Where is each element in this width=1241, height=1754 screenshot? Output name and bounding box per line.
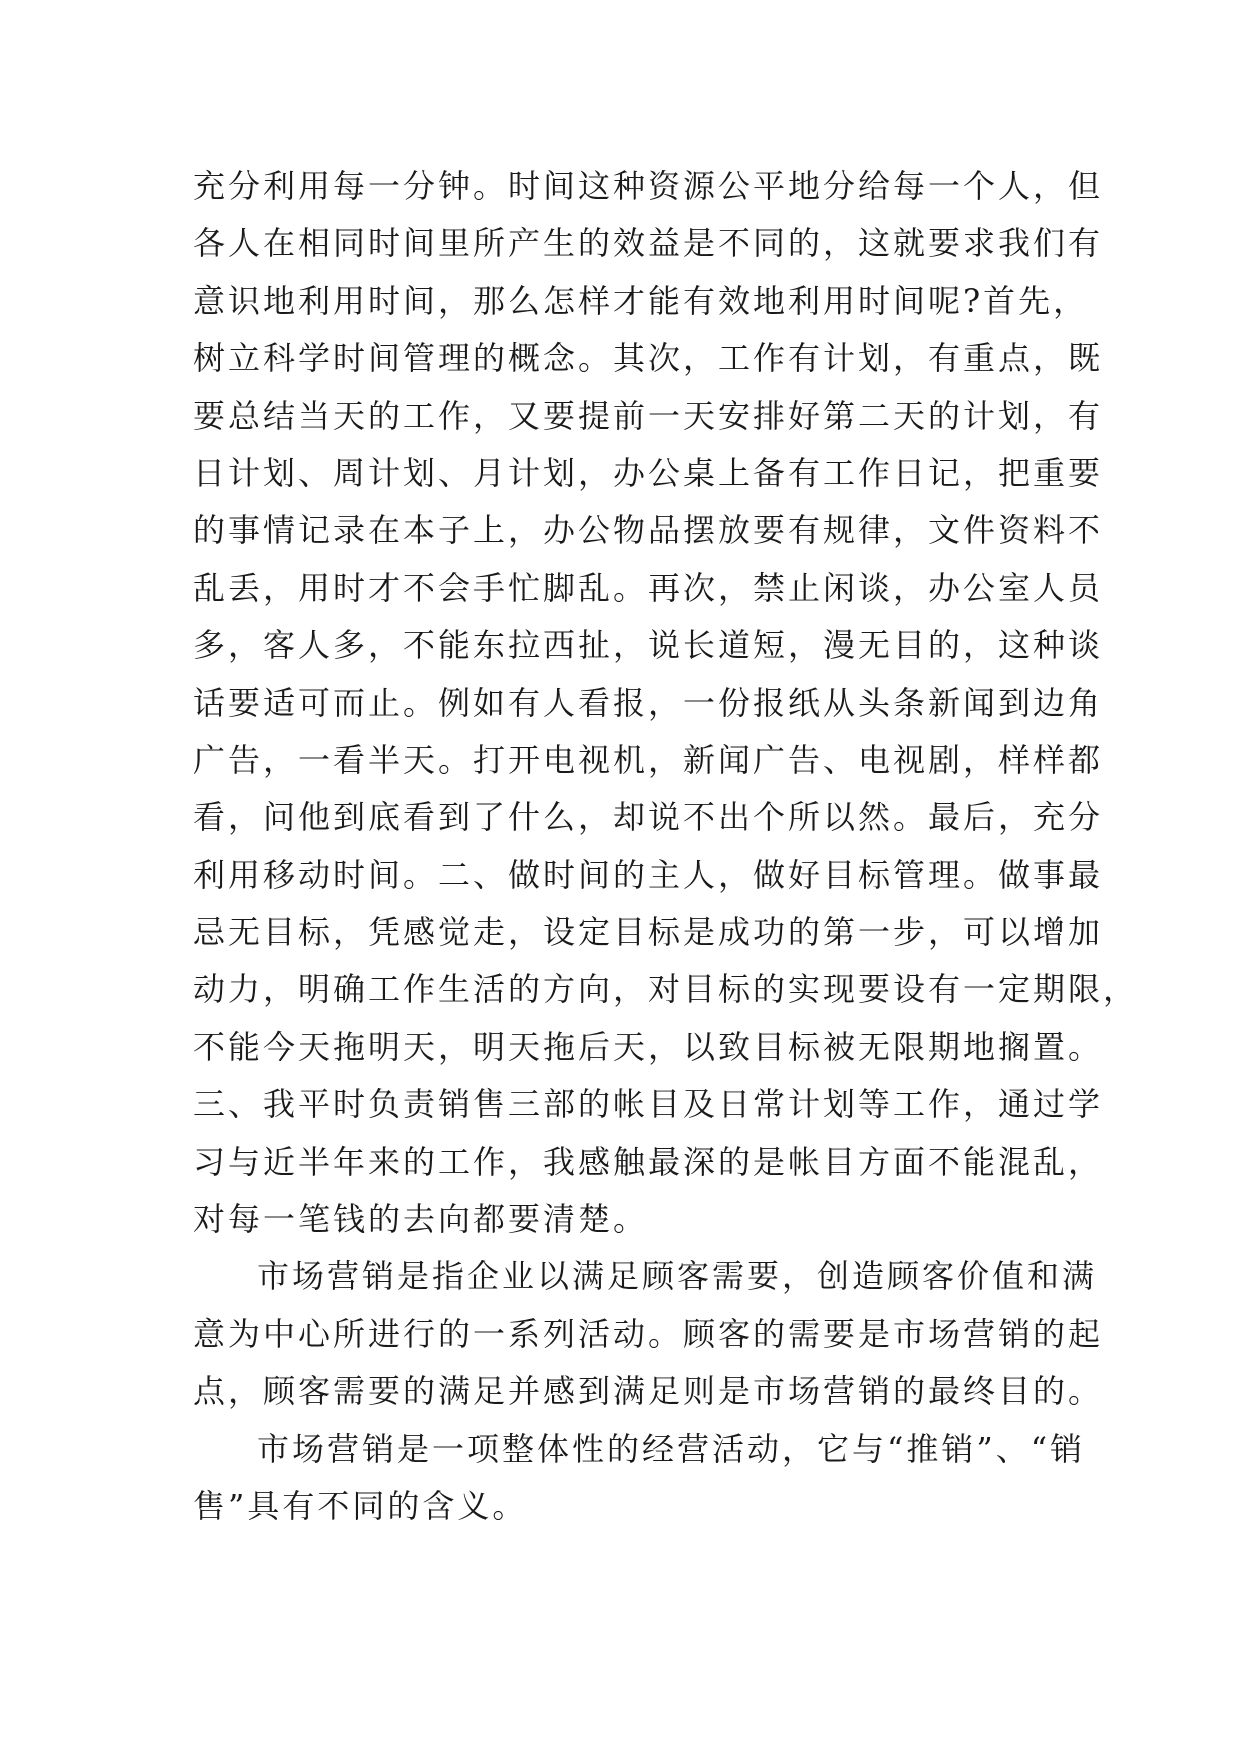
- text-line: 利用移动时间。二、做时间的主人，做好目标管理。做事最: [193, 855, 1104, 894]
- text-line: 树立科学时间管理的概念。其次，工作有计划，有重点，既: [193, 339, 1104, 378]
- text-line: 不能今天拖明天，明天拖后天，以致目标被无限期地搁置。: [193, 1027, 1104, 1066]
- text-line: 售”具有不同的含义。: [193, 1486, 528, 1525]
- text-line: 市场营销是指企业以满足顾客需要，创造顾客价值和满: [257, 1257, 1098, 1296]
- text-line: 的事情记录在本子上，办公物品摆放要有规律，文件资料不: [193, 511, 1104, 550]
- text-line: 各人在相同时间里所产生的效益是不同的，这就要求我们有: [193, 224, 1104, 263]
- text-line: 忌无目标，凭感觉走，设定目标是成功的第一步，可以增加: [193, 913, 1104, 952]
- text-line: 话要适可而止。例如有人看报，一份报纸从头条新闻到边角: [193, 683, 1104, 722]
- text-line: 市场营销是一项整体性的经营活动，它与“推销”、“销: [257, 1429, 1086, 1468]
- text-line: 对每一笔钱的去向都要清楚。: [193, 1200, 649, 1239]
- text-line: 乱丢，用时才不会手忙脚乱。再次，禁止闲谈，办公室人员: [193, 568, 1104, 607]
- text-line: 动力，明确工作生活的方向，对目标的实现要设有一定期限，: [193, 970, 1139, 1009]
- text-line: 点，顾客需要的满足并感到满足则是市场营销的最终目的。: [193, 1372, 1104, 1411]
- text-line: 广告，一看半天。打开电视机，新闻广告、电视剧，样样都: [193, 740, 1104, 779]
- text-line: 看，问他到底看到了什么，却说不出个所以然。最后，充分: [193, 798, 1104, 837]
- text-line: 三、我平时负责销售三部的帐目及日常计划等工作，通过学: [193, 1085, 1104, 1124]
- text-line: 多，客人多，不能东拉西扯，说长道短，漫无目的，这种谈: [193, 626, 1104, 665]
- text-line: 意为中心所进行的一系列活动。顾客的需要是市场营销的起: [193, 1314, 1104, 1353]
- text-line: 日计划、周计划、月计划，办公桌上备有工作日记，把重要: [193, 453, 1104, 492]
- text-line: 意识地利用时间，那么怎样才能有效地利用时间呢?首先，: [193, 281, 1089, 320]
- body-text: [193, 158, 1139, 1535]
- text-line: 要总结当天的工作，又要提前一天安排好第二天的计划，有: [193, 396, 1104, 435]
- text-line: 习与近半年来的工作，我感触最深的是帐目方面不能混乱，: [193, 1142, 1104, 1181]
- text-line: 充分利用每一分钟。时间这种资源公平地分给每一个人，但: [193, 167, 1104, 205]
